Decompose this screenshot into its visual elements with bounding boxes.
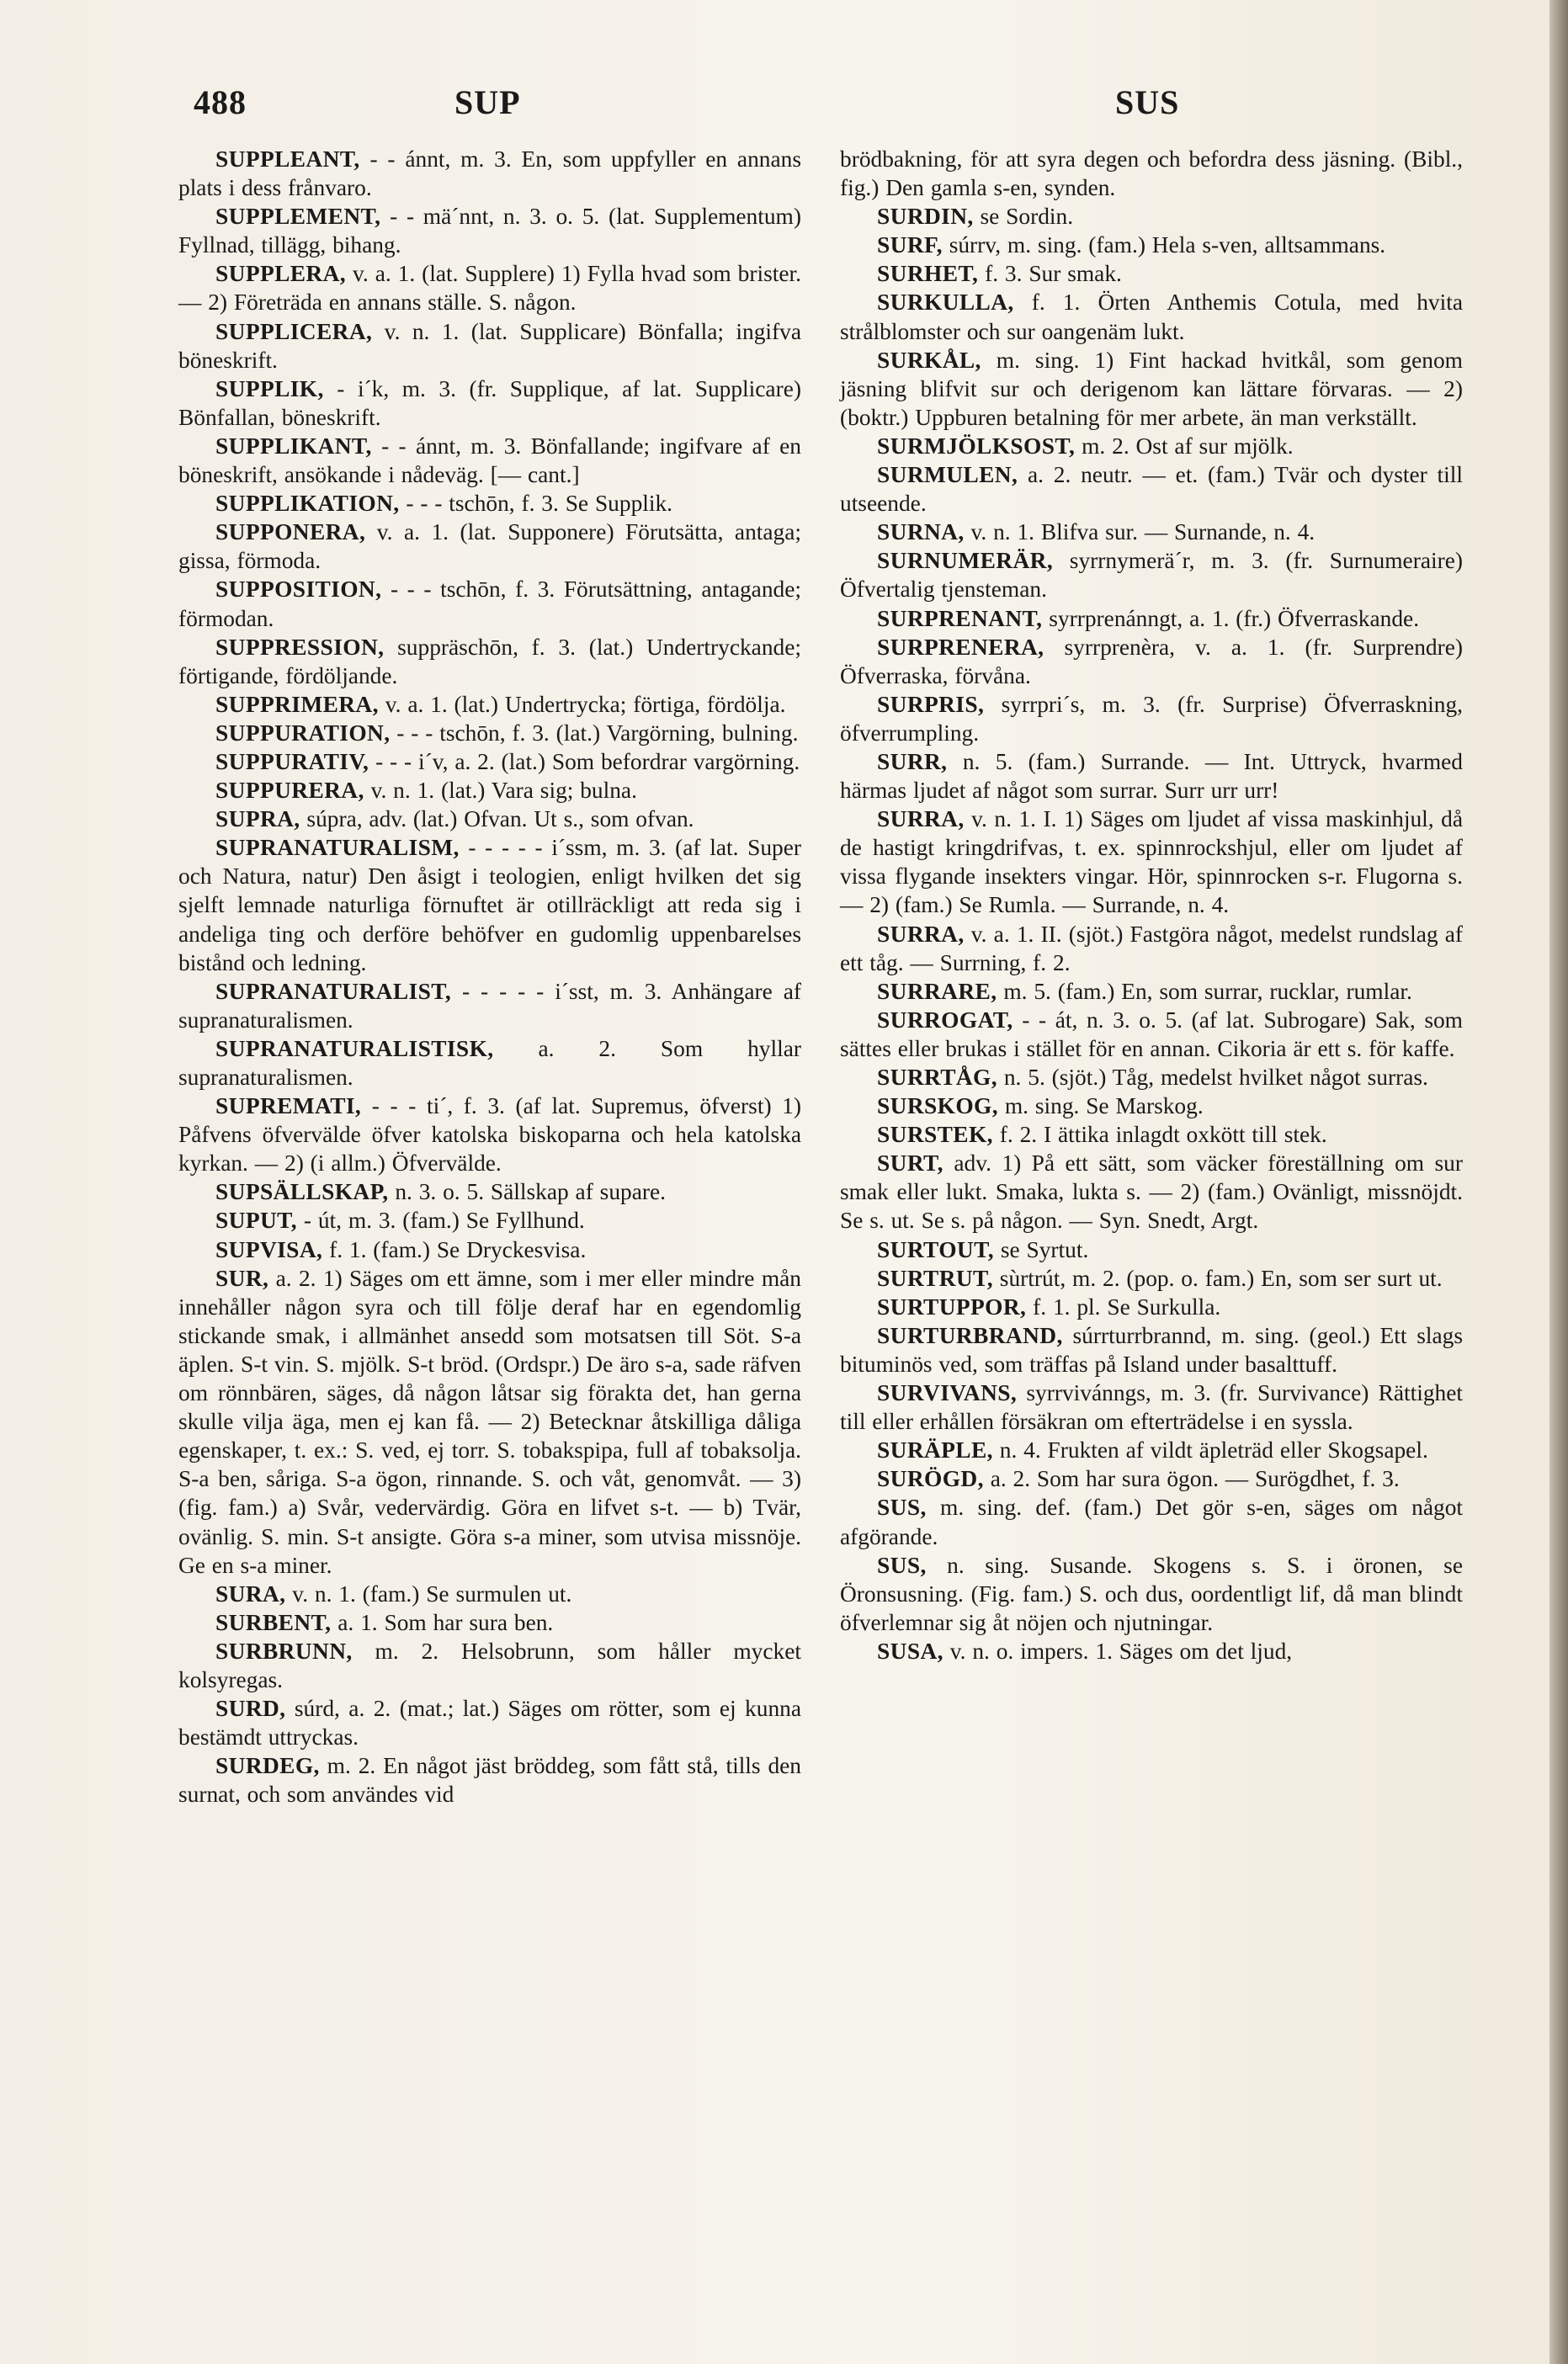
dictionary-entry bbox=[178, 317, 801, 375]
book-gutter-shadow bbox=[1549, 0, 1568, 2364]
left-column bbox=[178, 145, 801, 1809]
entry-definition: adv. 1) På ett sätt, som väcker föreställning om sur smak eller lukt. Smaka, lukta s. — 2) (fam.) Ovänligt, missnöjdt. Se s. ut. Se s. på någon. — Syn. Snedt, Argt. bbox=[840, 1150, 1463, 1234]
entry-headword: SURÖGD, bbox=[877, 1466, 984, 1492]
dictionary-entry bbox=[840, 1293, 1463, 1321]
entry-headword: SURBENT, bbox=[215, 1609, 332, 1635]
dictionary-entry bbox=[178, 1206, 801, 1235]
entry-headword: SURTUPPOR, bbox=[877, 1294, 1027, 1320]
dictionary-entry bbox=[840, 1149, 1463, 1235]
entry-headword: SURMULEN, bbox=[877, 462, 1018, 488]
entry-definition: - - - tschōn, f. 3. Se Supplik. bbox=[399, 491, 673, 517]
entry-headword: SURKULLA, bbox=[877, 290, 1014, 316]
entry-headword: SUPVISA, bbox=[215, 1236, 323, 1262]
dictionary-entry bbox=[178, 977, 801, 1034]
dictionary-entry bbox=[178, 1580, 801, 1608]
entry-definition: a. 2. neutr. — et. (fam.) Tvär och dyster till utseende. bbox=[840, 462, 1463, 517]
entry-headword: SUPREMATI, bbox=[215, 1093, 362, 1119]
entry-headword: SUPRA, bbox=[215, 806, 300, 832]
entry-headword: SURRA, bbox=[877, 806, 965, 832]
entry-definition: f. 1. pl. Se Surkulla. bbox=[1026, 1294, 1221, 1320]
entry-definition: - - - - - i´ssm, m. 3. (af lat. Super och Natura, natur) Den åsigt i teologien, enligt hvilken det sig sjelft lemnade naturliga förnuftet är otillräckligt att reda sig i andeliga ting och derföre behöfver en gudomlig uppenbarelses bistånd och ledning. bbox=[178, 835, 801, 975]
entry-definition: suppräschōn, f. 3. (lat.) Undertryckande; förtigande, fördöljande. bbox=[178, 634, 801, 688]
dictionary-entry bbox=[840, 1321, 1463, 1379]
entry-definition: se Sordin. bbox=[973, 204, 1074, 230]
dictionary-entry bbox=[178, 1751, 801, 1809]
entry-definition: v. a. 1. (lat. Supplere) 1) Fylla hvad som brister. — 2) Företräda en annans ställe. S. någon. bbox=[178, 261, 801, 316]
entry-headword: SUPPOSITION, bbox=[215, 576, 382, 603]
entry-definition: - i´k, m. 3. (fr. Supplique, af lat. Supplicare) Bönfallan, böneskrift. bbox=[178, 375, 801, 430]
entry-headword: SUPSÄLLSKAP, bbox=[215, 1179, 389, 1205]
entry-definition: m. 2. En något jäst bröddeg, som fått stå, tills den surnat, och som användes vid bbox=[178, 1753, 801, 1808]
entry-definition: - - - - - i´sst, m. 3. Anhängare af supranaturalismen. bbox=[178, 978, 801, 1033]
entry-definition: brödbakning, för att syra degen och befordra dess jäsning. (Bibl., fig.) Den gamla s-en, synden. bbox=[840, 146, 1463, 201]
dictionary-entry bbox=[840, 259, 1463, 288]
entry-headword: SUPPURATION, bbox=[215, 720, 391, 746]
entry-headword: SUPPLEMENT, bbox=[215, 204, 381, 230]
dictionary-entry bbox=[178, 1034, 801, 1092]
dictionary-entry bbox=[840, 1120, 1463, 1149]
dictionary-entry bbox=[178, 489, 801, 518]
dictionary-entry bbox=[178, 202, 801, 259]
entry-definition: n. 5. (fam.) Surrande. — Int. Uttryck, hvarmed härmas ljudet af något som surrar. Surr urr urr! bbox=[840, 748, 1463, 804]
dictionary-entry bbox=[840, 747, 1463, 805]
entry-headword: SURMJÖLKSOST, bbox=[877, 433, 1076, 459]
entry-definition: v. a. 1. (lat.) Undertrycka; förtiga, fördölja. bbox=[378, 691, 786, 717]
dictionary-entry bbox=[178, 690, 801, 719]
entry-definition: n. sing. Susande. Skogens s. S. i öronen, se Öronsusning. (Fig. fam.) S. och dus, oordentligt lif, då man blindt öfverlemnar sig åt nöjen och njutningar. bbox=[840, 1552, 1463, 1635]
dictionary-entry bbox=[178, 1235, 801, 1264]
entry-headword: SURDEG, bbox=[215, 1753, 320, 1779]
dictionary-entry bbox=[840, 1063, 1463, 1092]
dictionary-entry bbox=[178, 747, 801, 776]
entry-headword: SUPRANATURALISM, bbox=[215, 835, 460, 861]
entry-definition: súrrturrbrannd, m. sing. (geol.) Ett slags bituminös ved, som träffas på Island under basalttuff. bbox=[840, 1322, 1463, 1377]
dictionary-entry bbox=[178, 1177, 801, 1206]
entry-definition: v. a. 1. II. (sjöt.) Fastgöra något, medelst rundslag af ett tåg. — Surrning, f. 2. bbox=[840, 921, 1463, 975]
dictionary-entry bbox=[840, 1551, 1463, 1637]
entry-definition: - - át, n. 3. o. 5. (af lat. Subrogare) Sak, som sättes eller brukas i stället för en annan. Cikoria är ett s. för kaffe. bbox=[840, 1007, 1463, 1061]
entry-definition: súrd, a. 2. (mat.; lat.) Säges om rötter, som ej kunna bestämdt uttryckas. bbox=[178, 1696, 801, 1750]
dictionary-entry bbox=[178, 518, 801, 575]
left-guide-word: SUP bbox=[454, 83, 521, 121]
dictionary-entry bbox=[840, 518, 1463, 546]
right-guide-word: SUS bbox=[1115, 83, 1180, 121]
dictionary-entry bbox=[178, 375, 801, 432]
entry-definition: v. n. 1. I. 1) Säges om ljudet af vissa maskinhjul, då de hastigt kringdrifvas, t. ex. spinnrockshjul, eller om ljudet af vissa flygande insekters vingar. Hör, spinnrocken s-r. Flugorna s. — 2) (fam.) Se Rumla. — Surrande, n. 4. bbox=[840, 806, 1463, 918]
dictionary-entry bbox=[178, 1637, 801, 1694]
entry-headword: SUPPLERA, bbox=[215, 261, 347, 287]
entry-headword: SUPRANATURALISTISK, bbox=[215, 1035, 494, 1061]
entry-definition: n. 3. o. 5. Sällskap af supare. bbox=[388, 1179, 667, 1205]
dictionary-entry bbox=[840, 1637, 1463, 1665]
dictionary-entry bbox=[840, 1092, 1463, 1120]
entry-headword: SURPRENERA, bbox=[877, 634, 1044, 660]
entry-definition: f. 1. (fam.) Se Dryckesvisa. bbox=[322, 1236, 587, 1262]
right-column bbox=[840, 145, 1463, 1665]
entry-headword: SUPPLIK, bbox=[215, 375, 324, 401]
entry-headword: SURHET, bbox=[877, 261, 979, 287]
entry-definition: m. 5. (fam.) En, som surrar, rucklar, rumlar. bbox=[997, 978, 1412, 1004]
dictionary-entry bbox=[178, 1694, 801, 1751]
entry-definition: syrrvivánngs, m. 3. (fr. Survivance) Rättighet till eller erhållen försäkran om efterträdelse i en syssla. bbox=[840, 1380, 1463, 1435]
entry-headword: SURT, bbox=[877, 1150, 943, 1177]
entry-definition: a. 2. 1) Säges om ett ämne, som i mer eller mindre mån innehåller någon syra och till följe deraf har en egendomlig stickande smak, i allmänhet ansedd som motsatsen till Söt. S-a äplen. S-t vin. S. mjölk. S-t bröd. (Ordspr.) De äro s-a, sade räfven om rönnbären, säges, då någon låtsar sig förakta det, han gerna skulle vilja äga, men ej kan få. — 2) Betecknar åtskilliga dåliga egenskaper, t. ex.: S. ved, ej torr. S. tobakspipa, full af tobaksolja. S-a ben, såriga. S-a ögon, rinnande. S. och våt, genomvåt. — 3) (fig. fam.) a) Svår, vedervärdig. Göra en lifvet s-t. — b) Tvär, ovänlig. S. min. S-t ansigte. Göra s-a miner, som utvisa missnöje. Ge en s-a miner. bbox=[178, 1265, 801, 1578]
entry-definition: sùrtrút, m. 2. (pop. o. fam.) En, som ser surt ut. bbox=[992, 1265, 1443, 1291]
entry-definition: - út, m. 3. (fam.) Se Fyllhund. bbox=[297, 1208, 585, 1234]
entry-definition: v. a. 1. (lat. Supponere) Förutsätta, antaga; gissa, förmoda. bbox=[178, 519, 801, 574]
entry-headword: SUSA, bbox=[877, 1638, 943, 1664]
entry-headword: SURF, bbox=[877, 232, 943, 258]
dictionary-entry bbox=[178, 575, 801, 632]
dictionary-entry bbox=[840, 1006, 1463, 1063]
dictionary-entry bbox=[840, 1493, 1463, 1550]
entry-headword: SURROGAT, bbox=[877, 1007, 1013, 1033]
entry-headword: SUR, bbox=[215, 1265, 269, 1291]
entry-headword: SUPPLEANT, bbox=[215, 146, 360, 172]
entry-definition: v. n. 1. (lat.) Vara sig; bulna. bbox=[364, 778, 637, 804]
dictionary-entry bbox=[840, 231, 1463, 259]
dictionary-entry bbox=[840, 920, 1463, 977]
dictionary-entry bbox=[840, 1436, 1463, 1464]
entry-headword: SUPRANATURALIST, bbox=[215, 978, 452, 1004]
entry-definition: v. n. 1. Blifva sur. — Surnande, n. 4. bbox=[964, 519, 1316, 545]
dictionary-entry bbox=[178, 1092, 801, 1177]
entry-headword: SURÄPLE, bbox=[877, 1437, 993, 1464]
entry-headword: SUPPLIKATION, bbox=[215, 491, 400, 517]
entry-definition: súpra, adv. (lat.) Ofvan. Ut s., som ofvan. bbox=[300, 806, 694, 832]
dictionary-entry bbox=[840, 604, 1463, 633]
entry-headword: SUPPLIKANT, bbox=[215, 433, 372, 459]
entry-headword: SURTOUT, bbox=[877, 1236, 994, 1262]
entry-definition: f. 3. Sur smak. bbox=[978, 261, 1122, 287]
entry-headword: SURSKOG, bbox=[877, 1093, 998, 1119]
entry-headword: SURTURBRAND, bbox=[877, 1322, 1063, 1348]
dictionary-entry bbox=[178, 145, 801, 202]
entry-headword: SURPRENANT, bbox=[877, 605, 1043, 631]
entry-definition: - - mä´nnt, n. 3. o. 5. (lat. Supplementum) Fyllnad, tillägg, bihang. bbox=[178, 204, 801, 258]
entry-headword: SURBRUNN, bbox=[215, 1638, 353, 1664]
entry-definition: n. 4. Frukten af vildt äpleträd eller Skogsapel. bbox=[992, 1437, 1428, 1464]
dictionary-entry bbox=[840, 546, 1463, 603]
dictionary-entry bbox=[840, 1264, 1463, 1293]
dictionary-entry bbox=[840, 690, 1463, 747]
dictionary-entry bbox=[840, 346, 1463, 432]
entry-headword: SURRARE, bbox=[877, 978, 997, 1004]
entry-definition: f. 1. Örten Anthemis Cotula, med hvita strålblomster och sur oangenäm lukt. bbox=[840, 290, 1463, 344]
entry-headword: SURR, bbox=[877, 748, 948, 774]
entry-definition: m. sing. Se Marskog. bbox=[998, 1093, 1204, 1119]
dictionary-entry bbox=[840, 460, 1463, 518]
entry-headword: SUPPRIMERA, bbox=[215, 691, 379, 717]
entry-definition: a. 2. Som hyllar supranaturalismen. bbox=[178, 1035, 801, 1090]
entry-headword: SUPPONERA, bbox=[215, 519, 366, 545]
entry-definition: v. n. 1. (lat. Supplicare) Bönfalla; ingifva böneskrift. bbox=[178, 318, 801, 373]
dictionary-entry bbox=[840, 805, 1463, 919]
dictionary-entry bbox=[178, 1608, 801, 1637]
entry-definition: se Syrtut. bbox=[993, 1236, 1089, 1262]
dictionary-entry bbox=[178, 432, 801, 489]
entry-definition: syrrpri´s, m. 3. (fr. Surprise) Öfverraskning, öfverrumpling. bbox=[840, 691, 1463, 746]
dictionary-entry bbox=[840, 1464, 1463, 1493]
entry-definition: a. 1. Som har sura ben. bbox=[331, 1609, 554, 1635]
dictionary-entry bbox=[178, 805, 801, 833]
entry-headword: SURRA, bbox=[877, 921, 965, 947]
page-number: 488 bbox=[194, 83, 247, 121]
dictionary-entry bbox=[178, 833, 801, 976]
dictionary-entry bbox=[178, 1264, 801, 1580]
entry-definition: m. 2. Helsobrunn, som håller mycket kolsyregas. bbox=[178, 1638, 801, 1692]
entry-definition: n. 5. (sjöt.) Tåg, medelst hvilket något surras. bbox=[997, 1065, 1428, 1090]
entry-headword: SURNA, bbox=[877, 519, 965, 545]
entry-headword: SUPPLICERA, bbox=[215, 318, 373, 344]
entry-definition: m. sing. def. (fam.) Det gör s-en, säges om något afgörande. bbox=[840, 1495, 1463, 1549]
dictionary-entry bbox=[840, 145, 1463, 202]
dictionary-entry bbox=[840, 1235, 1463, 1264]
dictionary-entry bbox=[178, 259, 801, 316]
entry-definition: syrrnymerä´r, m. 3. (fr. Surnumeraire) Öfvertalig tjensteman. bbox=[840, 548, 1463, 603]
dictionary-entry bbox=[840, 202, 1463, 231]
entry-definition: - - ánnt, m. 3. Bönfallande; ingifvare af en böneskrift, ansökande i nådeväg. [— cant.] bbox=[178, 433, 801, 488]
entry-definition: - - - i´v, a. 2. (lat.) Som befordrar vargörning. bbox=[369, 748, 800, 774]
entry-definition: a. 2. Som har sura ögon. — Surögdhet, f. 3. bbox=[983, 1466, 1400, 1492]
entry-definition: v. n. 1. (fam.) Se surmulen ut. bbox=[285, 1580, 572, 1607]
entry-headword: SUPUT, bbox=[215, 1208, 298, 1234]
entry-headword: SURRTÅG, bbox=[877, 1065, 998, 1090]
dictionary-entry bbox=[840, 432, 1463, 460]
entry-definition: - - ánnt, m. 3. En, som uppfyller en annans plats i dess frånvaro. bbox=[178, 146, 801, 201]
entry-definition: m. sing. 1) Fint hackad hvitkål, som genom jäsning blifvit sur och derigenom kan lättare förvaras. — 2) (boktr.) Uppburen betalning för mer arbete, än man verkställt. bbox=[840, 347, 1463, 430]
entry-definition: súrrv, m. sing. (fam.) Hela s-ven, alltsammans. bbox=[942, 232, 1386, 258]
entry-headword: SURTRUT, bbox=[877, 1265, 993, 1291]
entry-definition: - - - tschōn, f. 3. (lat.) Vargörning, bulning. bbox=[390, 720, 799, 746]
entry-definition: v. n. o. impers. 1. Säges om det ljud, bbox=[943, 1638, 1293, 1664]
entry-headword: SUS, bbox=[877, 1495, 927, 1521]
dictionary-entry bbox=[178, 719, 801, 747]
entry-headword: SURKÅL, bbox=[877, 347, 981, 373]
entry-headword: SUS, bbox=[877, 1552, 927, 1578]
entry-headword: SURSTEK, bbox=[877, 1122, 993, 1148]
entry-headword: SURA, bbox=[215, 1580, 286, 1607]
dictionary-entry bbox=[178, 633, 801, 690]
entry-headword: SURVIVANS, bbox=[877, 1380, 1018, 1406]
dictionary-entry bbox=[840, 633, 1463, 690]
entry-definition: m. 2. Ost af sur mjölk. bbox=[1075, 433, 1294, 459]
entry-headword: SUPPURATIV, bbox=[215, 748, 369, 774]
entry-definition: f. 2. I ättika inlagdt oxkött till stek. bbox=[992, 1122, 1327, 1148]
entry-definition: - - - ti´, f. 3. (af lat. Supremus, öfverst) 1) Påfvens öfvervälde öfver katolska biskoparna och hela katolska kyrkan. — 2) (i allm.) Öfvervälde. bbox=[178, 1093, 801, 1177]
dictionary-entry bbox=[840, 1379, 1463, 1436]
entry-definition: syrrprenánngt, a. 1. (fr.) Öfverraskande. bbox=[1042, 605, 1420, 631]
dictionary-entry bbox=[178, 776, 801, 805]
entry-headword: SUPPURERA, bbox=[215, 778, 364, 804]
entry-definition: - - - tschōn, f. 3. Förutsättning, antagande; förmodan. bbox=[178, 576, 801, 631]
entry-definition: syrrprenèra, v. a. 1. (fr. Surprendre) Öfverraska, förvåna. bbox=[840, 634, 1463, 688]
dictionary-entry bbox=[840, 977, 1463, 1006]
entry-headword: SURPRIS, bbox=[877, 691, 985, 717]
entry-headword: SURDIN, bbox=[877, 204, 974, 230]
entry-headword: SUPPRESSION, bbox=[215, 634, 385, 660]
dictionary-entry bbox=[840, 288, 1463, 345]
entry-headword: SURNUMERÄR, bbox=[877, 548, 1054, 574]
entry-headword: SURD, bbox=[215, 1696, 286, 1722]
